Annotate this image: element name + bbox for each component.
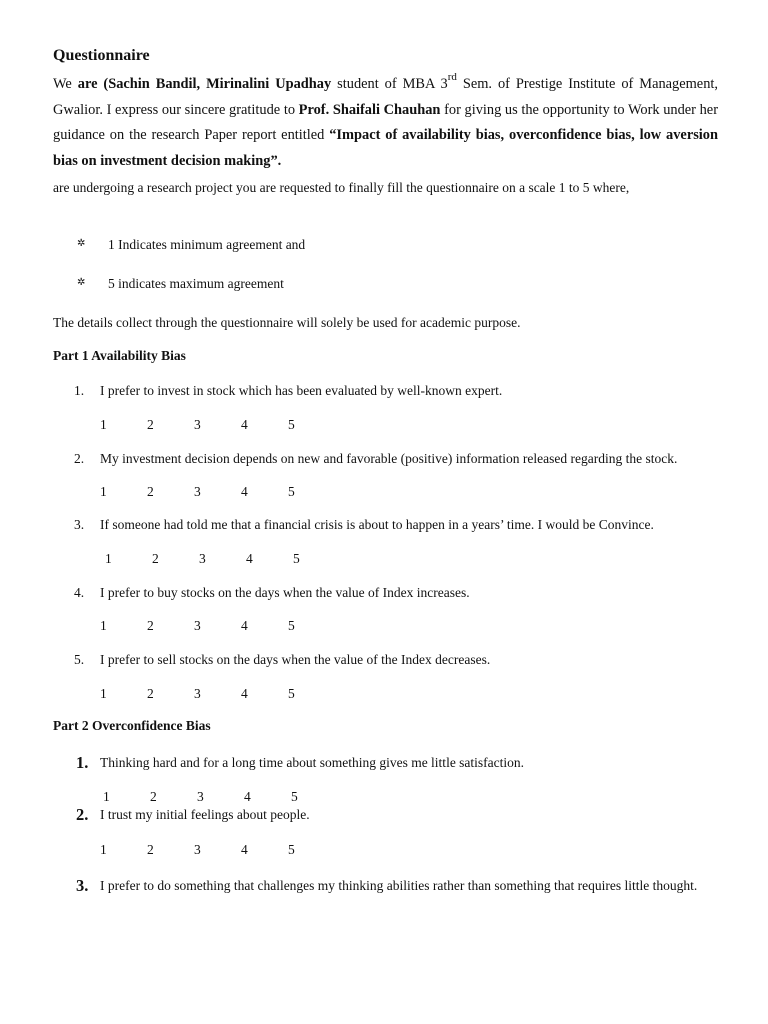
question-text: I prefer to do something that challenges my thinking abilities rather than something that requires little thought.	[100, 878, 698, 893]
intro-paper-title: “Impact of availability bias, overconfidence bias, low aversion bias on investment decision making”.	[53, 127, 719, 169]
question-number: 3.	[76, 876, 89, 895]
scale-option[interactable]: 1	[100, 484, 107, 499]
scale-option[interactable]: 4	[241, 417, 248, 432]
scale-option[interactable]: 2	[147, 686, 154, 701]
intro-names: are (Sachin Bandil, Mirinalini Upadhay	[77, 76, 332, 92]
scale-option[interactable]: 5	[288, 618, 295, 633]
bullet-icon: ✲	[77, 277, 86, 288]
question-text: My investment decision depends on new and favorable (positive) information released regarding the stock.	[100, 451, 678, 466]
intro-rest2: for giving us the opportunity to Work under her guidance on the research Paper report entitled	[53, 101, 718, 143]
intro-student: student of MBA 3	[331, 76, 448, 92]
scale-option[interactable]: 3	[194, 417, 201, 432]
bullet-item: 1 Indicates minimum agreement and	[108, 237, 306, 252]
scale-option[interactable]: 1	[100, 417, 107, 432]
scale-option[interactable]: 5	[288, 484, 295, 499]
scale-option[interactable]: 1	[105, 551, 112, 566]
scale-option[interactable]: 2	[147, 484, 154, 499]
question-number: 1.	[74, 383, 85, 398]
question-number: 2.	[74, 451, 85, 466]
rating-scale[interactable]	[105, 551, 340, 567]
question-text: I prefer to sell stocks on the days when the value of the Index decreases.	[100, 652, 491, 667]
scale-option[interactable]: 1	[103, 789, 110, 804]
scale-option[interactable]: 4	[246, 551, 253, 566]
bullet-icon: ✲	[77, 238, 86, 249]
scale-option[interactable]: 5	[293, 551, 300, 566]
scale-option[interactable]: 4	[241, 842, 248, 857]
rating-scale[interactable]	[100, 686, 335, 702]
instruction-text: are undergoing a research project you are requested to finally fill the questionnaire on a scale 1 to 5 where,	[53, 180, 630, 195]
scale-option[interactable]: 5	[288, 417, 295, 432]
question-text: I trust my initial feelings about people.	[100, 807, 310, 822]
part2-heading: Part 2 Overconfidence Bias	[53, 718, 211, 733]
question-number: 5.	[74, 652, 85, 667]
scale-option[interactable]: 2	[147, 417, 154, 432]
scale-option[interactable]: 3	[194, 686, 201, 701]
scale-option[interactable]: 2	[147, 842, 154, 857]
scale-option[interactable]: 2	[150, 789, 157, 804]
scale-option[interactable]: 3	[194, 484, 201, 499]
question-text: If someone had told me that a financial crisis is about to happen in a years’ time. I would be Convince.	[100, 517, 654, 532]
scale-option[interactable]: 5	[288, 842, 295, 857]
question-text: Thinking hard and for a long time about something gives me little satisfaction.	[100, 755, 525, 770]
question-text: I prefer to buy stocks on the days when the value of Index increases.	[100, 585, 470, 600]
question-number: 4.	[74, 585, 85, 600]
scale-option[interactable]: 3	[194, 618, 201, 633]
scale-option[interactable]: 2	[147, 618, 154, 633]
bullet-item: 5 indicates maximum agreement	[108, 276, 284, 291]
intro-paragraph	[53, 72, 718, 174]
rating-scale[interactable]	[100, 484, 335, 500]
scale-option[interactable]: 5	[291, 789, 298, 804]
details-text: The details collect through the questionnaire will solely be used for academic purpose.	[53, 315, 521, 330]
scale-option[interactable]: 3	[194, 842, 201, 857]
rating-scale[interactable]	[103, 789, 338, 805]
question-number: 3.	[74, 517, 85, 532]
scale-option[interactable]: 4	[241, 618, 248, 633]
rating-scale[interactable]	[100, 618, 335, 634]
page-title: Questionnaire	[53, 47, 150, 64]
intro-we: We	[53, 76, 78, 92]
intro-sup: rd	[447, 71, 457, 84]
question-text: I prefer to invest in stock which has been evaluated by well-known expert.	[100, 383, 503, 398]
intro-prof: Prof. Shaifali Chauhan	[298, 101, 441, 118]
intro-rest1: Sem. of Prestige Institute of Management, Gwalior. I express our sincere gratitude to	[53, 76, 718, 118]
question-number: 1.	[76, 753, 89, 772]
scale-option[interactable]: 4	[241, 484, 248, 499]
question-number: 2.	[76, 805, 89, 824]
scale-option[interactable]: 2	[152, 551, 159, 566]
scale-option[interactable]: 3	[199, 551, 206, 566]
scale-option[interactable]: 4	[241, 686, 248, 701]
scale-option[interactable]: 1	[100, 618, 107, 633]
scale-option[interactable]: 5	[288, 686, 295, 701]
scale-option[interactable]: 3	[197, 789, 204, 804]
part1-heading: Part 1 Availability Bias	[53, 348, 186, 363]
scale-option[interactable]: 4	[244, 789, 251, 804]
rating-scale[interactable]	[100, 417, 335, 433]
scale-option[interactable]: 1	[100, 686, 107, 701]
rating-scale[interactable]	[100, 842, 335, 858]
scale-option[interactable]: 1	[100, 842, 107, 857]
